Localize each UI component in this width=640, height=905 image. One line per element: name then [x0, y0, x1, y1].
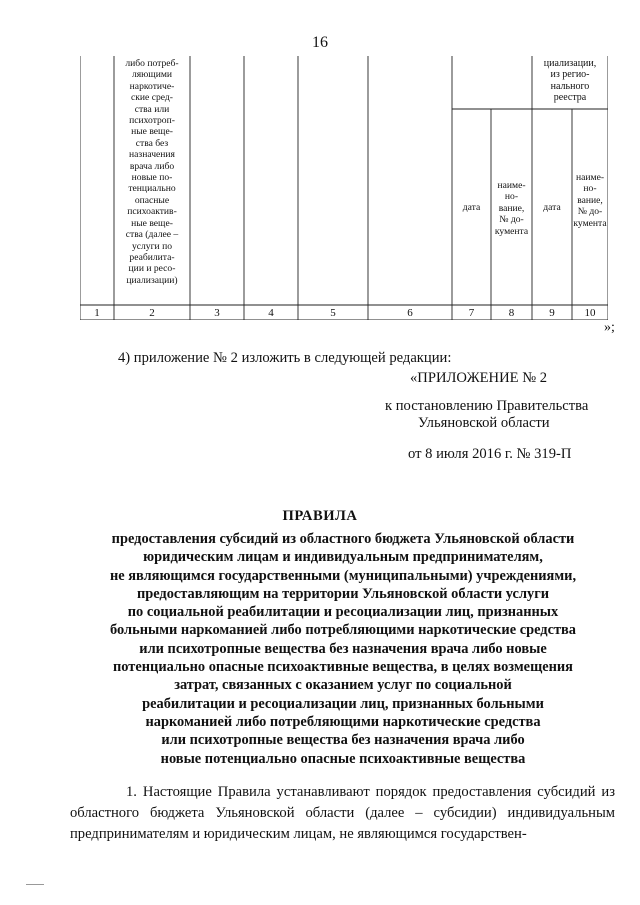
subtitle-line: предоставления субсидий из областного бюджета Ульяновской области — [111, 531, 575, 547]
col-number: 9 — [549, 307, 555, 319]
subtitle-line: юридическим лицам и индивидуальным предпринимателям, — [143, 549, 543, 566]
subtitle-line: наркоманией либо потребляющими наркотические средства — [145, 713, 541, 730]
col-number: 8 — [508, 307, 515, 319]
col9-10-header: циализации, из регио- нального реестра — [543, 58, 597, 104]
col8-header: наиме- но- вание, № до- кумента — [494, 180, 529, 237]
subtitle-line: потенциально опасные психоактивные вещества, в целях возмещения — [113, 659, 573, 676]
col2-text: либо потреб- ляющими наркотиче- ские сред- ства или психотроп- ные веще- ства без назначения врача либо новые по- тенциально опасные психоактив- ные веще- ства (далее – услуги по реабилита- ции и ресо- циализации) — [125, 58, 179, 286]
subtitle-line: по социальной реабилитации и ресоциализации лиц, признанных — [127, 604, 559, 621]
subtitle-line: не являющимся государственными (муниципальными) учреждениями, — [109, 567, 577, 584]
rules-subtitle — [70, 530, 616, 768]
subtitle-line: или психотропные вещества без назначения врача либо новые — [139, 640, 547, 657]
col-number: 3 — [214, 307, 220, 319]
item-4: 4) приложение № 2 изложить в следующей редакции: — [118, 350, 452, 366]
col-number: 10 — [584, 307, 596, 319]
col-number: 6 — [407, 307, 413, 319]
appendix-line1: к постановлению Правительства — [385, 398, 589, 414]
col-number: 4 — [268, 307, 274, 319]
subtitle-line: реабилитации и ресоциализации лиц, признанных больными — [142, 695, 544, 712]
col9-header: дата — [543, 202, 561, 213]
appendix-title: «ПРИЛОЖЕНИЕ № 2 — [410, 370, 548, 386]
col-number: 1 — [94, 307, 100, 319]
col-number: 2 — [149, 307, 155, 319]
appendix-line2: Ульяновской области — [418, 415, 550, 431]
continuation-table — [80, 56, 608, 320]
margin-mark — [26, 884, 44, 885]
subtitle-line: или психотропные вещества без назначения врача либо — [161, 732, 525, 749]
paragraph-1-text: 1. Настоящие Правила устанавливают порядок предоставления субсидий из областного бюджета Ульяновской области (далее – субсидии) индивидуальным предпринимателям и юридическим лицам, не являющимся государствен- — [70, 784, 615, 842]
page-number: 16 — [312, 34, 328, 51]
table-closing-quote: »; — [604, 320, 615, 335]
subtitle-line: новые потенциально опасные психоактивные вещества — [160, 750, 526, 767]
subtitle-line: затрат, связанных с оказанием услуг по социальной — [174, 677, 512, 694]
subtitle-line: предоставляющим на территории Ульяновской области услуги — [136, 585, 550, 602]
rules-title: ПРАВИЛА — [282, 508, 358, 524]
paragraph-1 — [70, 782, 615, 845]
col10-header: наиме- но- вание, № до- кумента — [573, 172, 607, 229]
appendix-date: от 8 июля 2016 г. № 319-П — [408, 446, 572, 462]
col-number: 5 — [330, 307, 336, 319]
col7-header: дата — [462, 202, 481, 213]
subtitle-line: больными наркоманией либо потребляющими наркотические средства — [110, 622, 576, 639]
col-number: 7 — [468, 307, 475, 319]
